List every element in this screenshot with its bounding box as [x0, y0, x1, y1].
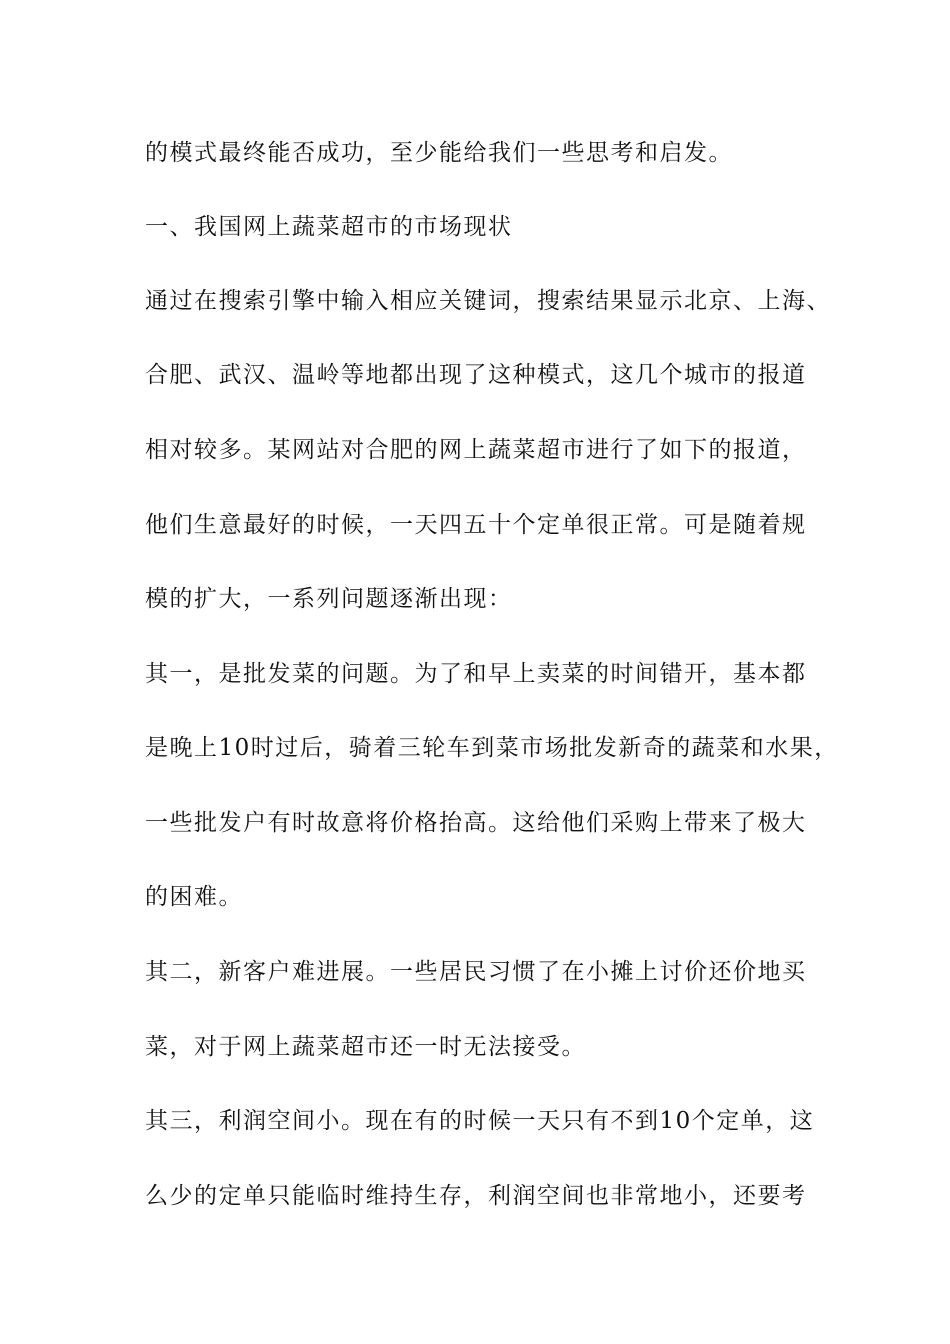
text-line: 的模式最终能否成功，至少能给我们一些思考和启发。	[145, 140, 733, 166]
text-line: 模的扩大，一系列问题逐渐出现：	[145, 586, 513, 612]
text-line: 相对较多。某网站对合肥的网上蔬菜超市进行了如下的报道，	[145, 437, 807, 463]
section-heading: 一、我国网上蔬菜超市的市场现状	[145, 214, 513, 240]
text-line: 么少的定单只能临时维持生存，利润空间也非常地小，还要考	[145, 1183, 807, 1209]
text-line: 其三，利润空间小。现在有的时候一天只有不到10个定单，这	[145, 1108, 815, 1134]
text-line: 其一，是批发菜的问题。为了和早上卖菜的时间错开，基本都	[145, 661, 807, 687]
text-line: 他们生意最好的时候，一天四五十个定单很正常。可是随着规	[145, 512, 807, 538]
text-line: 合肥、武汉、温岭等地都出现了这种模式，这几个城市的报道	[145, 362, 807, 388]
text-line: 菜，对于网上蔬菜超市还一时无法接受。	[145, 1034, 586, 1060]
text-line: 一些批发户有时故意将价格抬高。这给他们采购上带来了极大	[145, 810, 807, 836]
text-line: 其二，新客户难进展。一些居民习惯了在小摊上讨价还价地买	[145, 959, 807, 985]
text-line: 的困难。	[145, 884, 243, 910]
text-line: 通过在搜索引擎中输入相应关键词，搜索结果显示北京、上海、	[145, 288, 831, 314]
text-line: 是晚上10时过后，骑着三轮车到菜市场批发新奇的蔬菜和水果，	[145, 735, 839, 761]
